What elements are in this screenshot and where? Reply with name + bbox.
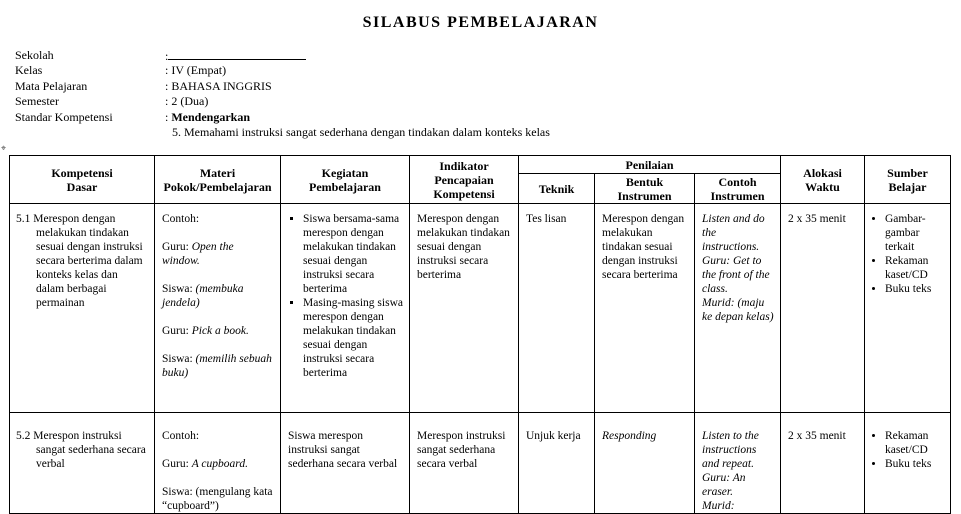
info-kelas-label: Kelas <box>15 63 43 77</box>
list-item: • Buku teks <box>885 457 944 471</box>
header-teknik: Teknik <box>519 174 595 204</box>
info-sekolah-value: : <box>165 48 306 64</box>
info-semester-value: : 2 (Dua) <box>165 94 209 108</box>
table-row <box>10 413 951 514</box>
info-mapel-value: : BAHASA INGGRIS <box>165 79 272 93</box>
info-sekolah-label: Sekolah <box>15 48 54 62</box>
cell-materi: Contoh: Guru: Open the window. Siswa: (membuka jendela) Guru: Pick a book. Siswa: (memilih sebuah buku) <box>155 204 281 413</box>
list-item: • Buku teks <box>885 282 944 296</box>
cell-sumber <box>865 204 951 413</box>
header-sumber-belajar: Sumber Belajar <box>865 156 951 204</box>
cell-sumber <box>865 413 951 514</box>
info-semester-label: Semester <box>15 94 59 108</box>
list-item: • Rekaman kaset/CD <box>885 254 944 282</box>
list-item: • Gambar-gambar terkait <box>885 212 944 254</box>
cell-contoh: Listen and do the instructions. Guru: Get to the front of the class. Murid: (maju ke depan kelas) <box>695 204 781 413</box>
list-item: ▪ Masing-masing siswa merespon dengan melakukan tindakan sesuai dengan instruksi secara berterima <box>303 296 403 380</box>
cell-kegiatan <box>281 204 410 413</box>
cell-indikator: Merespon dengan melakukan tindakan sesuai dengan instruksi secara berterima <box>410 204 519 413</box>
cell-indikator: Merespon instruksi sangat sederhana secara verbal <box>410 413 519 514</box>
cell-bentuk: Responding <box>595 413 695 514</box>
info-sk-detail: 5. Memahami instruksi sangat sederhana dengan tindakan dalam konteks kelas <box>172 125 550 139</box>
cell-kd: 5.1 Merespon dengan melakukan tindakan sesuai dengan instruksi secara berterima dalam konteks kelas dan dalam berbagai permainan <box>10 204 155 413</box>
header-contoh-instrumen: Contoh Instrumen <box>695 174 781 204</box>
header-alokasi-waktu: Alokasi Waktu <box>781 156 865 204</box>
info-sekolah-blank-line <box>168 48 306 60</box>
header-kompetensi-dasar: Kompetensi Dasar <box>10 156 155 204</box>
cell-alokasi: 2 x 35 menit <box>781 413 865 514</box>
cell-teknik: Tes lisan <box>519 204 595 413</box>
table-row <box>10 204 951 413</box>
info-kelas-value: : IV (Empat) <box>165 63 227 77</box>
cell-contoh: Listen to the instructions and repeat. Guru: An eraser. Murid: <box>695 413 781 514</box>
cell-kegiatan: Siswa merespon instruksi sangat sederhana secara verbal <box>281 413 410 514</box>
table-anchor-icon[interactable]: ⌖ <box>1 144 7 154</box>
cell-bentuk: Merespon dengan melakukan tindakan sesuai dengan instruksi secara berterima <box>595 204 695 413</box>
page-title: SILABUS PEMBELAJARAN <box>362 14 599 31</box>
cell-materi: Contoh: Guru: A cupboard. Siswa: (mengulang kata “cupboard”) <box>155 413 281 514</box>
cell-alokasi: 2 x 35 menit <box>781 204 865 413</box>
cell-teknik: Unjuk kerja <box>519 413 595 514</box>
syllabus-table <box>9 155 951 514</box>
header-indikator: Indikator Pencapaian Kompetensi <box>410 156 519 204</box>
info-sk-label: Standar Kompetensi <box>15 110 113 124</box>
list-item: • Rekaman kaset/CD <box>885 429 944 457</box>
info-sk-value: : Mendengarkan <box>165 110 251 124</box>
info-mapel-label: Mata Pelajaran <box>15 79 88 93</box>
cell-kd: 5.2 Merespon instruksi sangat sederhana secara verbal <box>10 413 155 514</box>
header-bentuk-instrumen: Bentuk Instrumen <box>595 174 695 204</box>
header-kegiatan-pembelajaran: Kegiatan Pembelajaran <box>281 156 410 204</box>
list-item: ▪ Siswa bersama-sama merespon dengan melakukan tindakan sesuai dengan instruksi secara berterima <box>303 212 403 296</box>
header-penilaian: Penilaian <box>519 156 781 174</box>
header-materi-pokok: Materi Pokok/Pembelajaran <box>155 156 281 204</box>
